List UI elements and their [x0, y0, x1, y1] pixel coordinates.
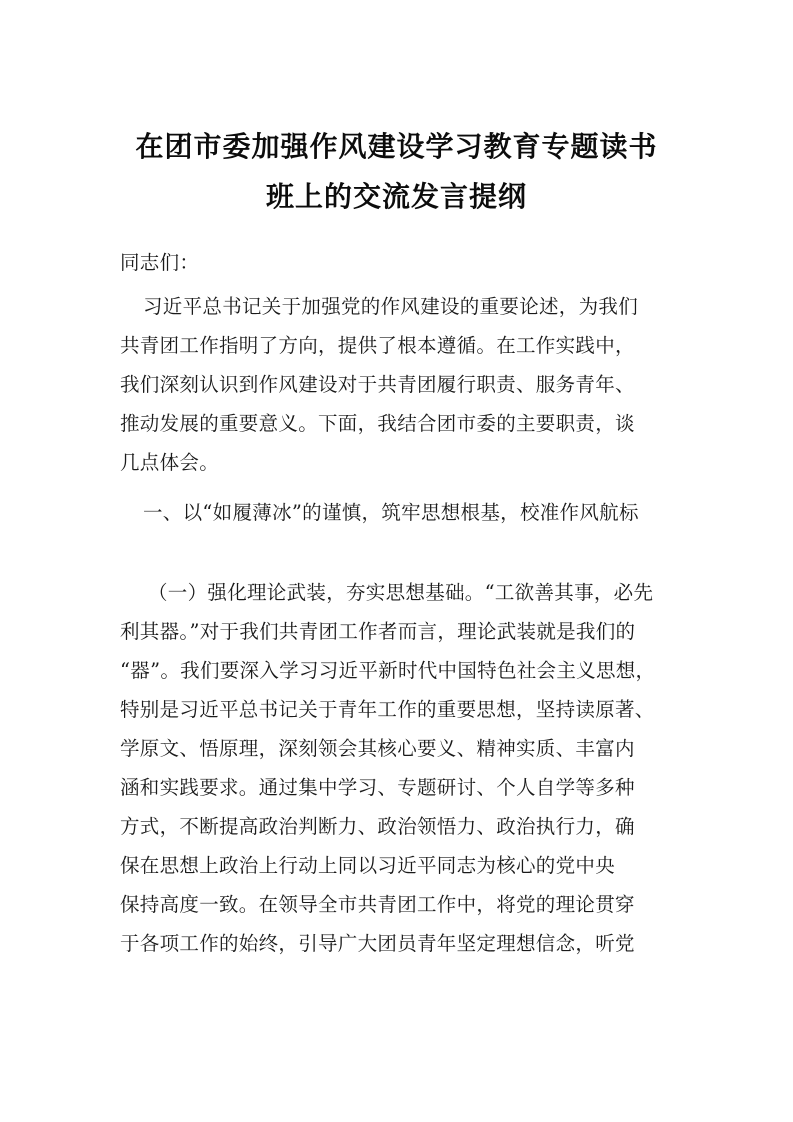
section-1-paragraph: [120, 573, 680, 963]
intro-line: 我们深刻认识到作风建设对于共青团履行职责、服务青年、: [120, 373, 635, 396]
document-title-line-1: 在团市委加强作风建设学习教育专题读书: [135, 130, 658, 163]
section-1-line: 学原文、悟原理，深刻领会其核心要义、精神实质、丰富内: [120, 737, 635, 760]
section-1-line: 方式，不断提高政治判断力、政治领悟力、政治执行力，确: [120, 815, 635, 838]
section-1-line: 特别是习近平总书记关于青年工作的重要思想，坚持读原著、: [120, 698, 655, 721]
intro-line: 习近平总书记关于加强党的作风建设的重要论述，为我们: [143, 295, 639, 318]
salutation: [120, 243, 680, 282]
section-1-line: 利其器。”对于我们共青团工作者而言，理论武装就是我们的: [120, 620, 636, 643]
section-heading-text: 一、以“如履薄冰”的谨慎，筑牢思想根基，校准作风航标: [143, 501, 639, 524]
section-1-line: 于各项工作的始终，引导广大团员青年坚定理想信念，听党: [120, 932, 635, 955]
section-1-line: “器”。我们要深入学习习近平新时代中国特色社会主义思想，: [120, 659, 656, 682]
document-title-line-2: 班上的交流发言提纲: [265, 180, 527, 213]
section-1-line: （一）强化理论武装，夯实思想基础。“工欲善其事，必先: [148, 581, 654, 604]
intro-line: 共青团工作指明了方向，提供了根本遵循。在工作实践中，: [120, 334, 635, 357]
section-1-line: 涵和实践要求。通过集中学习、专题研讨、个人自学等多种: [120, 776, 635, 799]
intro-paragraph: [120, 287, 680, 482]
section-heading: [143, 493, 703, 532]
section-1-line: 保在思想上政治上行动上同以习近平同志为核心的党中央: [120, 854, 616, 877]
intro-line: 推动发展的重要意义。下面，我结合团市委的主要职责，谈: [120, 412, 635, 435]
section-1-line: 保持高度一致。在领导全市共青团工作中，将党的理论贯穿: [120, 893, 635, 916]
intro-line: 几点体会。: [120, 451, 220, 474]
salutation-text: 同志们：: [120, 251, 200, 274]
